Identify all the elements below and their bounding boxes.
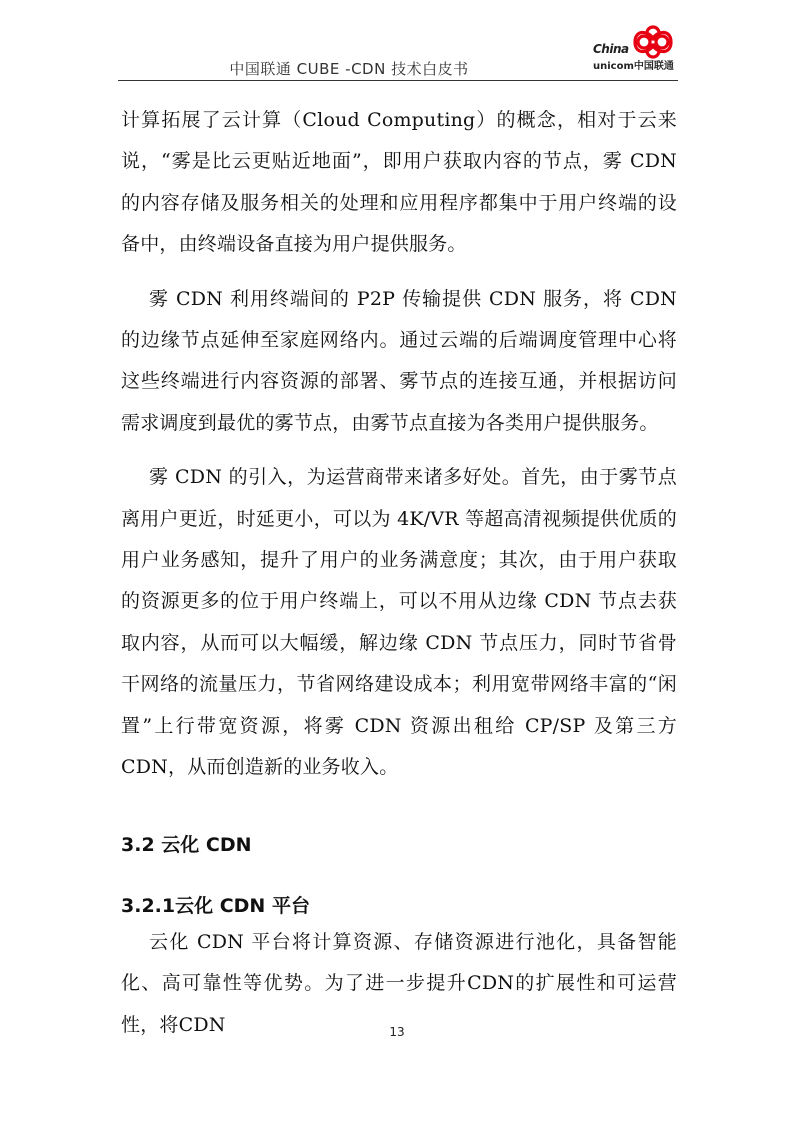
page-number: 13 <box>389 1025 405 1039</box>
logo-text-china: China <box>593 42 629 56</box>
china-unicom-logo <box>593 24 681 76</box>
page-header <box>118 18 678 80</box>
paragraph-3: 雾 CDN 的引入，为运营商带来诸多好处。首先，由于雾节点离用户更近，时延更小，可以为 4K/VR 等超高清视频提供优质的用户业务感知，提升了用户的业务满意度；其次，由于用户获取的资源更多的位于用户终端上，可以不用从边缘 CDN 节点去获取内容，从而可以大幅缓，解边缘 CDN 节点压力，同时节省骨干网络的流量压力，节省网络建设成本；利用宽带网络丰富的“闲置”上行带宽资源，将雾 CDN 资源出租给 CP/SP 及第三方 CDN，从而创造新的业务收入。 <box>121 466 677 779</box>
section-heading-3-2: 3.2 云化 CDN <box>121 833 252 856</box>
china-unicom-knot-icon <box>629 24 677 60</box>
paragraph-1: 计算拓展了云计算（Cloud Computing）的概念，相对于云来说，“雾是比云更贴近地面”，即用户获取内容的节点，雾 CDN 的内容存储及服务相关的处理和应用程序都集中于用户终端的设备中，由终端设备直接为用户提供服务。 <box>121 109 677 256</box>
subsection-heading-3-2-1: 3.2.1云化 CDN 平台 <box>121 895 310 917</box>
header-divider <box>118 80 678 81</box>
header-title: 中国联通 CUBE -CDN 技术白皮书 <box>229 60 469 78</box>
paragraph-2: 雾 CDN 利用终端间的 P2P 传输提供 CDN 服务，将 CDN 的边缘节点延伸至家庭网络内。通过云端的后端调度管理中心将这些终端进行内容资源的部署、雾节点的连接互通，并根据访问需求调度到最优的雾节点，由雾节点直接为各类用户提供服务。 <box>121 287 677 434</box>
paragraph-4: 云化 CDN 平台将计算资源、存储资源进行池化，具备智能化、高可靠性等优势。为了进一步提升CDN的扩展性和可运营性，将CDN <box>121 931 677 1036</box>
body-section-fog-cdn <box>121 100 677 789</box>
logo-text-unicom: unicom中国联通 <box>593 61 674 72</box>
